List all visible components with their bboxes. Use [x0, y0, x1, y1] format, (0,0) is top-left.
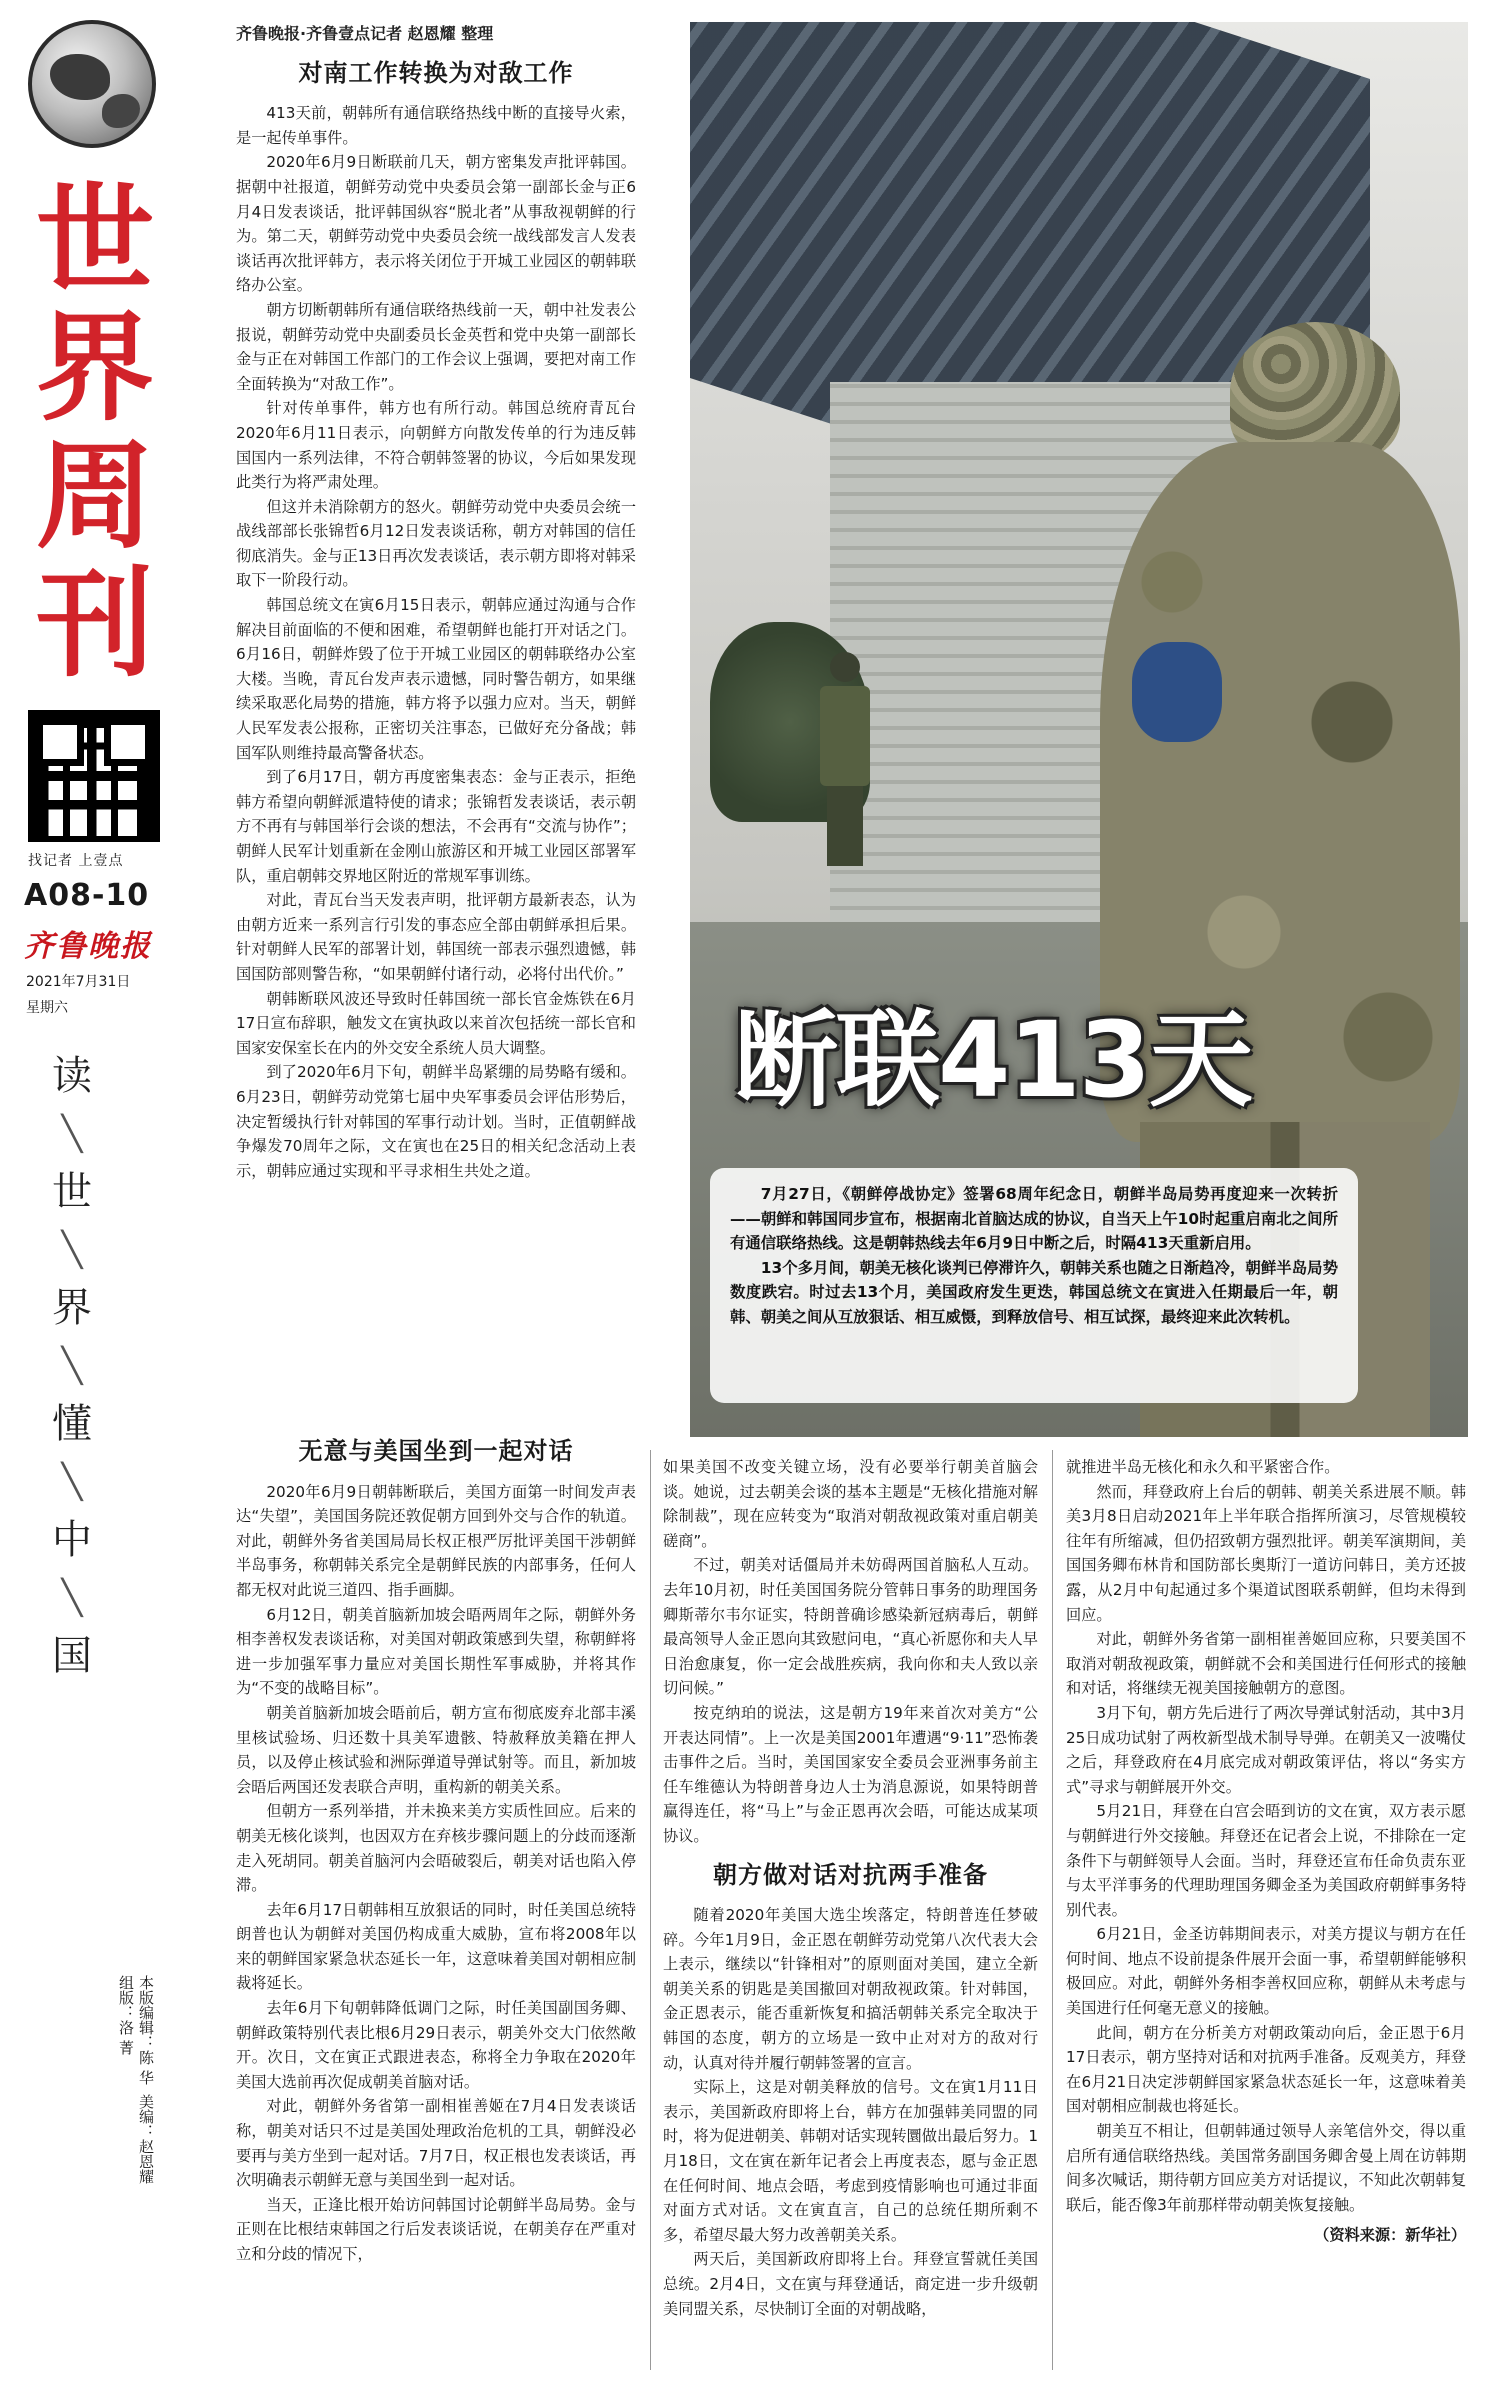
- main-headline: 断联413天: [734, 999, 1252, 1121]
- paper-name-logo: 齐鲁晚报: [24, 929, 152, 964]
- paragraph: 到了2020年6月下旬，朝鲜半岛紧绷的局势略有缓和。6月23日，朝鲜劳动党第七届中央军事委员会评估形势后，决定暂缓执行针对韩国的军事行动计划。当时，正值朝鲜战争爆发70周年之际，文在寅也在25日的相关纪念活动上表示，朝韩应通过实现和平寻求相生共处之道。: [236, 1063, 636, 1180]
- globe-icon: [28, 20, 156, 148]
- paragraph: 对此，朝鲜外务省第一副相崔善姬回应称，只要美国不取消对朝敌视政策，朝鲜就不会和美国进行任何形式的接触和对话，将继续无视美国接触朝方的意图。: [1066, 1630, 1466, 1698]
- lead-summary: [710, 1168, 1358, 1403]
- issue-date: 2021年7月31日: [26, 974, 131, 990]
- brand-char: 周: [35, 427, 150, 565]
- column-divider: [1052, 1450, 1053, 2370]
- paragraph: 去年6月17日朝韩相互放狠话的同时，时任美国总统特朗普也认为朝鲜对美国仍构成重大威胁，宣布将2008年以来的朝鲜国家紧急状态延长一年，这意味着美国对朝相应制裁将延长。: [236, 1900, 636, 1993]
- paragraph: 随着2020年美国大选尘埃落定，特朗普连任梦破碎。今年1月9日，金正恩在朝鲜劳动党第八次代表大会上表示，继续以“针锋相对”的原则面对美国，建立全新朝美关系的钥匙是美国撤回对朝敌视政策。针对韩国，金正恩表示，能否重新恢复和搞活朝韩关系完全取决于韩国的态度，朝方的立场是一致中止对对方的敌对行动，认真对待并履行朝韩签署的宣言。: [663, 1906, 1038, 2072]
- qr-code-icon[interactable]: [28, 710, 160, 842]
- article-column-1-lower: [236, 1425, 636, 2267]
- summary-paragraph: 7月27日，《朝鲜停战协定》签署68周年纪念日，朝鲜半岛局势再度迎来一次转折——朝鲜和韩国同步宣布，根据南北首脑达成的协议，自当天上午10时起重启南北之间所有通信联络热线。这是朝韩热线去年6月9日中断之后，时隔413天重新启用。: [730, 1185, 1338, 1253]
- paragraph: 413天前，朝韩所有通信联络热线中断的直接导火索，是一起传单事件。: [236, 104, 636, 147]
- paragraph: 5月21日，拜登在白宫会晤到访的文在寅，双方表示愿与朝鲜进行外交接触。拜登还在记者会上说，不排除在一定条件下与朝鲜领导人会面。当时，拜登还宣布任命负责东亚与太平洋事务的代理助理国务卿金圣为美国政府朝鲜事务特别代表。: [1066, 1802, 1466, 1919]
- summary-paragraph: 13个多月间，朝美无核化谈判已停滞许久，朝韩关系也随之日渐趋冷，朝鲜半岛局势数度跌宕。时过去13个月，美国政府发生更迭，韩国总统文在寅进入任期最后一年，朝韩、朝美之间从互放狠话、相互威慑，到释放信号、相互试探，最终迎来此次转机。: [730, 1258, 1338, 1326]
- editor-credit: 本版编辑：陈 华: [137, 1975, 155, 2085]
- brand-title: [18, 171, 168, 693]
- paragraph: 韩国总统文在寅6月15日表示，朝韩应通过沟通与合作解决目前面临的不便和困难，希望朝鲜也能打开对话之门。6月16日，朝鲜炸毁了位于开城工业园区的朝韩联络办公室大楼。当晚，青瓦台发声表示遗憾，同时警告朝方，如果继续采取恶化局势的措施，韩方将予以强力应对。当天，朝鲜人民军发表公报称，正密切关注事态，已做好充分备战；韩国军队则维持最高警备状态。: [236, 596, 636, 762]
- paragraph: 2020年6月9日朝韩断联后，美国方面第一时间发声表达“失望”，美国国务院还敦促朝方回到外交与合作的轨道。对此，朝鲜外务省美国局局长权正根严厉批评美国干涉朝鲜半岛事务，称朝韩关系完全是朝鲜民族的内部事务，任何人都无权对此说三道四、指手画脚。: [236, 1482, 636, 1599]
- brand-char: 界: [35, 299, 150, 437]
- masthead: [18, 20, 168, 1680]
- section-title: 朝方做对话对抗两手准备: [713, 1860, 988, 1889]
- article-column-2: [663, 1455, 1038, 2321]
- paragraph: 去年6月下旬朝韩降低调门之际，时任美国副国务卿、朝鲜政策特别代表比根6月29日表示，朝美外交大门依然敞开。次日，文在寅正式跟进表态，称将全力争取在2020年美国大选前再次促成朝美首脑对话。: [236, 1999, 636, 2091]
- paragraph: 对此，朝鲜外务省第一副相崔善姬在7月4日发表谈话称，朝美对话只不过是美国处理政治危机的工具，朝鲜没必要再与美方坐到一起对话。7月7日，权正根也发表谈话，再次明确表示朝鲜无意与美国坐到一起对话。: [236, 2097, 636, 2190]
- slogan-divider: ╲: [61, 1578, 83, 1618]
- slogan-char: 中: [52, 1517, 92, 1563]
- paragraph: 如果美国不改变关键立场，没有必要举行朝美首脑会谈。她说，过去朝美会谈的基本主题是“无核化措施对解除制裁”，现在应转变为“取消对朝敌视政策对重启朝美磋商”。: [663, 1458, 1038, 1550]
- qr-label: 找记者 上壹点: [28, 853, 124, 869]
- issue-weekday: 星期六: [26, 1000, 68, 1016]
- paragraph: 但朝方一系列举措，并未换来美方实质性回应。后来的朝美无核化谈判，也因双方在弃核步骤问题上的分歧而逐渐走入死胡同。朝美首脑河内会晤破裂后，朝美对话也陷入停滞。: [236, 1802, 636, 1895]
- slogan-divider: ╲: [61, 1114, 83, 1154]
- section-title: 对南工作转换为对敌工作: [298, 58, 574, 87]
- editor-credits: [86, 1975, 156, 2275]
- paragraph: 朝韩断联风波还导致时任韩国统一部长官金炼铁在6月17日宣布辞职，触发文在寅执政以来首次包括统一部长官和国家安保室长在内的外交安全系统人员大调整。: [236, 989, 636, 1057]
- source-credit: （资料来源：新华社）: [1314, 2226, 1466, 2245]
- paragraph: 6月21日，金圣访韩期间表示，对美方提议与朝方在任何时间、地点不设前提条件展开会面一事，希望朝鲜能够积极回应。对此，朝鲜外务相李善权回应称，朝鲜从未考虑与美国进行任何毫无意义的接触。: [1066, 1925, 1466, 2018]
- brand-char: 世: [35, 171, 150, 309]
- paragraph: 然而，拜登政府上台后的朝韩、朝美关系进展不顺。韩美3月8日启动2021年上半年联合指挥所演习，尽管规模较往年有所缩减，但仍招致朝方强烈批评。朝美军演期间，美国国务卿布林肯和国防部长奥斯汀一道访问韩日，美方还披露，从2月中旬起通过多个渠道试图联系朝鲜，但均未得到回应。: [1066, 1482, 1466, 1624]
- editor-credit: 美编：赵恩耀: [137, 2093, 155, 2184]
- paragraph: 两天后，美国新政府即将上台。拜登宣誓就任美国总统。2月4日，文在寅与拜登通话，商定进一步升级朝美同盟关系，尽快制订全面的对朝战略，: [663, 2250, 1038, 2318]
- editor-credit: 组版：洛 菁: [117, 1975, 135, 2055]
- slogan: [42, 1047, 102, 1685]
- paragraph: 按克纳珀的说法，这是朝方19年来首次对美方“公开表达同情”。上一次是美国2001年遭遇“9·11”恐怖袭击事件之后。当时，美国国家安全委员会亚洲事务前主任车维德认为特朗普身边人士为消息源说，如果特朗普赢得连任，将“马上”与金正恩再次会晤，可能达成某项协议。: [663, 1703, 1038, 1845]
- byline: 齐鲁晚报·齐鲁壹点记者 赵恩耀 整理: [236, 24, 494, 43]
- section-title: 无意与美国坐到一起对话: [298, 1437, 574, 1465]
- paragraph: 就推进半岛无核化和永久和平紧密合作。: [1066, 1458, 1340, 1476]
- paragraph: 实际上，这是对朝美释放的信号。文在寅1月11日表示，美国新政府即将上台，韩方在加强韩美同盟的同时，将为促进朝美、韩朝对话实现转圜做出最后努力。1月18日，文在寅在新年记者会上再度表态，愿与金正恩在任何时间、地点会晤，考虑到疫情影响也可通过非面对面方式对话。文在寅直言，自己的总统任期所剩不多，希望尽最大努力改善朝美关系。: [663, 2078, 1038, 2244]
- slogan-char: 界: [52, 1285, 92, 1331]
- article-column-1: [236, 22, 636, 1183]
- slogan-char: 懂: [52, 1401, 92, 1447]
- paragraph: 当天，正逢比根开始访问韩国讨论朝鲜半岛局势。金与正则在比根结束韩国之行后发表谈话说，在朝美存在严重对立和分歧的情况下，: [236, 2195, 636, 2263]
- photo-guard: [820, 652, 870, 872]
- paragraph: 针对传单事件，韩方也有所行动。韩国总统府青瓦台2020年6月11日表示，向朝鲜方向散发传单的行为违反韩国国内一系列法律，不符合朝韩签署的协议，今后如果发现此类行为将严肃处理。: [236, 399, 636, 492]
- paragraph: 但这并未消除朝方的怒火。朝鲜劳动党中央委员会统一战线部部长张锦哲6月12日发表谈话称，朝方对韩国的信任彻底消失。金与正13日再次发表谈话，表示朝方即将对韩采取下一阶段行动。: [236, 497, 636, 590]
- slogan-divider: ╲: [61, 1230, 83, 1270]
- slogan-char: 国: [52, 1633, 92, 1679]
- slogan-char: 世: [52, 1169, 92, 1215]
- paragraph: 朝美互不相让，但朝韩通过领导人亲笔信外交，得以重启所有通信联络热线。美国常务副国务卿舍曼上周在访韩期间多次喊话，期待朝方回应美方对话提议，不知此次朝韩复联后，能否像3年前那样带动朝美恢复接触。: [1066, 2122, 1466, 2214]
- slogan-divider: ╲: [61, 1462, 83, 1502]
- paragraph: 6月12日，朝美首脑新加坡会晤两周年之际，朝鲜外务相李善权发表谈话称，对美国对朝政策感到失望，称朝鲜将进一步加强军事力量应对美国长期性军事威胁，并将其作为“不变的战略目标”。: [236, 1605, 636, 1698]
- paragraph: 此间，朝方在分析美方对朝政策动向后，金正恩于6月17日表示，朝方坚持对话和对抗两手准备。反观美方，拜登在6月21日决定涉朝鲜国家紧急状态延长一年，这意味着美国对朝相应制裁也将延长。: [1066, 2023, 1466, 2116]
- slogan-divider: ╲: [61, 1346, 83, 1386]
- paragraph: 到了6月17日，朝方再度密集表态：金与正表示，拒绝韩方希望向朝鲜派遣特使的请求；张锦哲发表谈话，表示朝方不再有与韩国举行会谈的想法，不会再有“交流与协作”；朝鲜人民军计划重新在金刚山旅游区和开城工业园区部署军队，重启朝韩交界地区附近的常规军事训练。: [236, 768, 636, 885]
- slogan-char: 读: [52, 1053, 92, 1099]
- page-code: A08-10: [24, 878, 150, 913]
- paragraph: 2020年6月9日断联前几天，朝方密集发声批评韩国。据朝中社报道，朝鲜劳动党中央委员会第一副部长金与正6月4日发表谈话，批评韩国纵容“脱北者”从事敌视朝鲜的行为。第二天，朝鲜劳动党中央委员会统一战线部发言人发表谈话再次批评韩方，表示将关闭位于开城工业园区的朝韩联络办公室。: [236, 153, 636, 295]
- brand-char: 刊: [35, 555, 150, 693]
- paragraph: 朝方切断朝韩所有通信联络热线前一天，朝中社发表公报说，朝鲜劳动党中央副委员长金英哲和党中央第一副部长金与正在对韩国工作部门的工作会议上强调，要把对南工作全面转换为“对敌工作”。: [236, 300, 636, 393]
- paragraph: 不过，朝美对话僵局并未妨碍两国首脑私人互动。去年10月初，时任美国国务院分管韩日事务的助理国务卿斯蒂尔韦尔证实，特朗普确诊感染新冠病毒后，朝鲜最高领导人金正恩向其致慰问电，“真心祈愿你和夫人早日治愈康复，你一定会战胜疾病，我向你和夫人致以亲切问候。”: [663, 1556, 1038, 1698]
- paragraph: 3月下旬，朝方先后进行了两次导弹试射活动，其中3月25日成功试射了两枚新型战术制导导弹。在朝美又一波嘴仗之后，拜登政府在4月底完成对朝政策评估，将以“务实方式”寻求与朝鲜展开外交。: [1066, 1703, 1466, 1796]
- article-column-3: [1066, 1455, 1466, 2248]
- paragraph: 朝美首脑新加坡会晤前后，朝方宣布彻底废弃北部丰溪里核试验场、归还数十具美军遗骸、特赦释放美籍在押人员，以及停止核试验和洲际弹道导弹试射等。而且，新加坡会晤后两国还发表联合声明，重构新的朝美关系。: [236, 1703, 636, 1796]
- column-divider: [650, 1450, 651, 2370]
- paragraph: 对此，青瓦台当天发表声明，批评朝方最新表态，认为由朝方近来一系列言行引发的事态应全部由朝鲜承担后果。针对朝鲜人民军的部署计划，韩国统一部表示强烈遗憾，韩国国防部则警告称，“如果朝鲜付诸行动，必将付出代价。”: [236, 891, 636, 983]
